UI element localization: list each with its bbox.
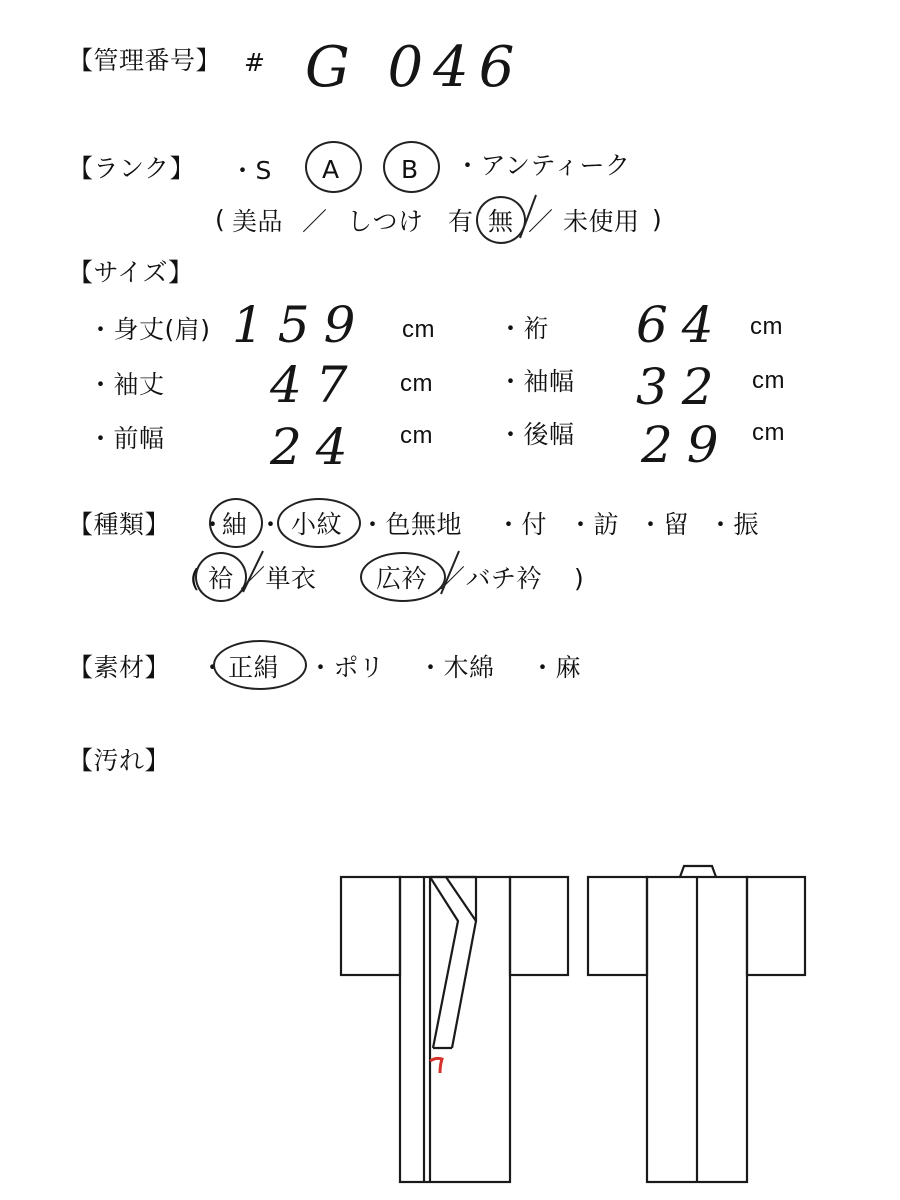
kind-iromuji: ・色無地 [360, 510, 463, 539]
kimono-back-view [588, 866, 805, 1182]
kind-furi: ・振 [708, 510, 760, 539]
stain-label: 【汚れ】 [68, 746, 171, 775]
rank-label: 【ランク】 [68, 154, 196, 183]
kind-dot: ・ [258, 510, 284, 539]
cond-open: ( [215, 205, 226, 234]
mgmt-label: 【管理番号】 [68, 46, 222, 75]
size-unit: cm [752, 419, 785, 446]
material-label: 【素材】 [68, 653, 171, 682]
kind-close: ) [574, 564, 585, 593]
material-poly: ・ポリ [308, 653, 385, 682]
kind-tsuke: ・付 [496, 510, 548, 539]
size-value-ushirohaba: 29 [641, 416, 733, 474]
size-label-sodetake: ・袖丈 [88, 370, 165, 399]
size-value-maehaba: 24 [270, 418, 362, 476]
material-cotton: ・木綿 [418, 653, 495, 682]
size-label-ushirohaba: ・後幅 [498, 420, 575, 449]
kind-houmon: ・訪 [568, 510, 620, 539]
cond-close: ) [652, 205, 663, 234]
cond-slash: ／ [302, 207, 328, 236]
kind-hiroeri: 広衿 [376, 564, 428, 593]
size-label-maehaba: ・前幅 [88, 424, 165, 453]
kind-tsumugi: 紬 [222, 510, 248, 539]
size-unit: cm [400, 370, 433, 397]
size-label-yuki: ・裄 [498, 314, 550, 343]
kind-hitoe: ／単衣 [240, 564, 317, 593]
size-value-sodehaba: 32 [636, 358, 728, 416]
material-dot: ・ [200, 653, 226, 682]
rank-option-a: A [322, 155, 340, 184]
cond-nashi: 無 [488, 207, 514, 236]
size-value-yuki: 64 [636, 296, 728, 354]
rank-option-antique: ・アンティーク [455, 151, 631, 180]
cond-unused: 未使用 [563, 207, 640, 236]
size-label-sodehaba: ・袖幅 [498, 367, 575, 396]
kind-open: ( [190, 564, 201, 593]
rank-option-b: B [401, 155, 419, 184]
kind-dot: ・ [200, 510, 226, 539]
mgmt-hash: # [244, 48, 266, 77]
cond-slash: ／ [528, 207, 554, 236]
mgmt-number: G 046 [305, 35, 525, 100]
cond-shitsuke: しつけ [347, 207, 424, 236]
kind-label: 【種類】 [68, 510, 171, 539]
size-value-mitake: 159 [232, 296, 370, 354]
size-unit: cm [752, 367, 785, 394]
size-unit: cm [402, 316, 435, 343]
kind-awase: 袷 [208, 564, 234, 593]
rank-option-s: ・S [230, 156, 272, 185]
size-label: 【サイズ】 [68, 258, 194, 287]
size-value-sodetake: 47 [270, 356, 362, 414]
kind-komon: 小紋 [291, 510, 343, 539]
size-unit: cm [400, 422, 433, 449]
kimono-front-view [341, 877, 568, 1182]
stain-mark [430, 1058, 442, 1073]
cond-ari: 有 [448, 207, 474, 236]
cond-bihin: 美品 [232, 207, 284, 236]
size-label-mitake: ・身丈(肩) [88, 315, 211, 344]
material-shoken: 正絹 [228, 653, 280, 682]
size-unit: cm [750, 313, 783, 340]
kind-bachieri: ／バチ衿 [440, 564, 543, 593]
kind-tome: ・留 [638, 510, 690, 539]
material-hemp: ・麻 [530, 653, 582, 682]
